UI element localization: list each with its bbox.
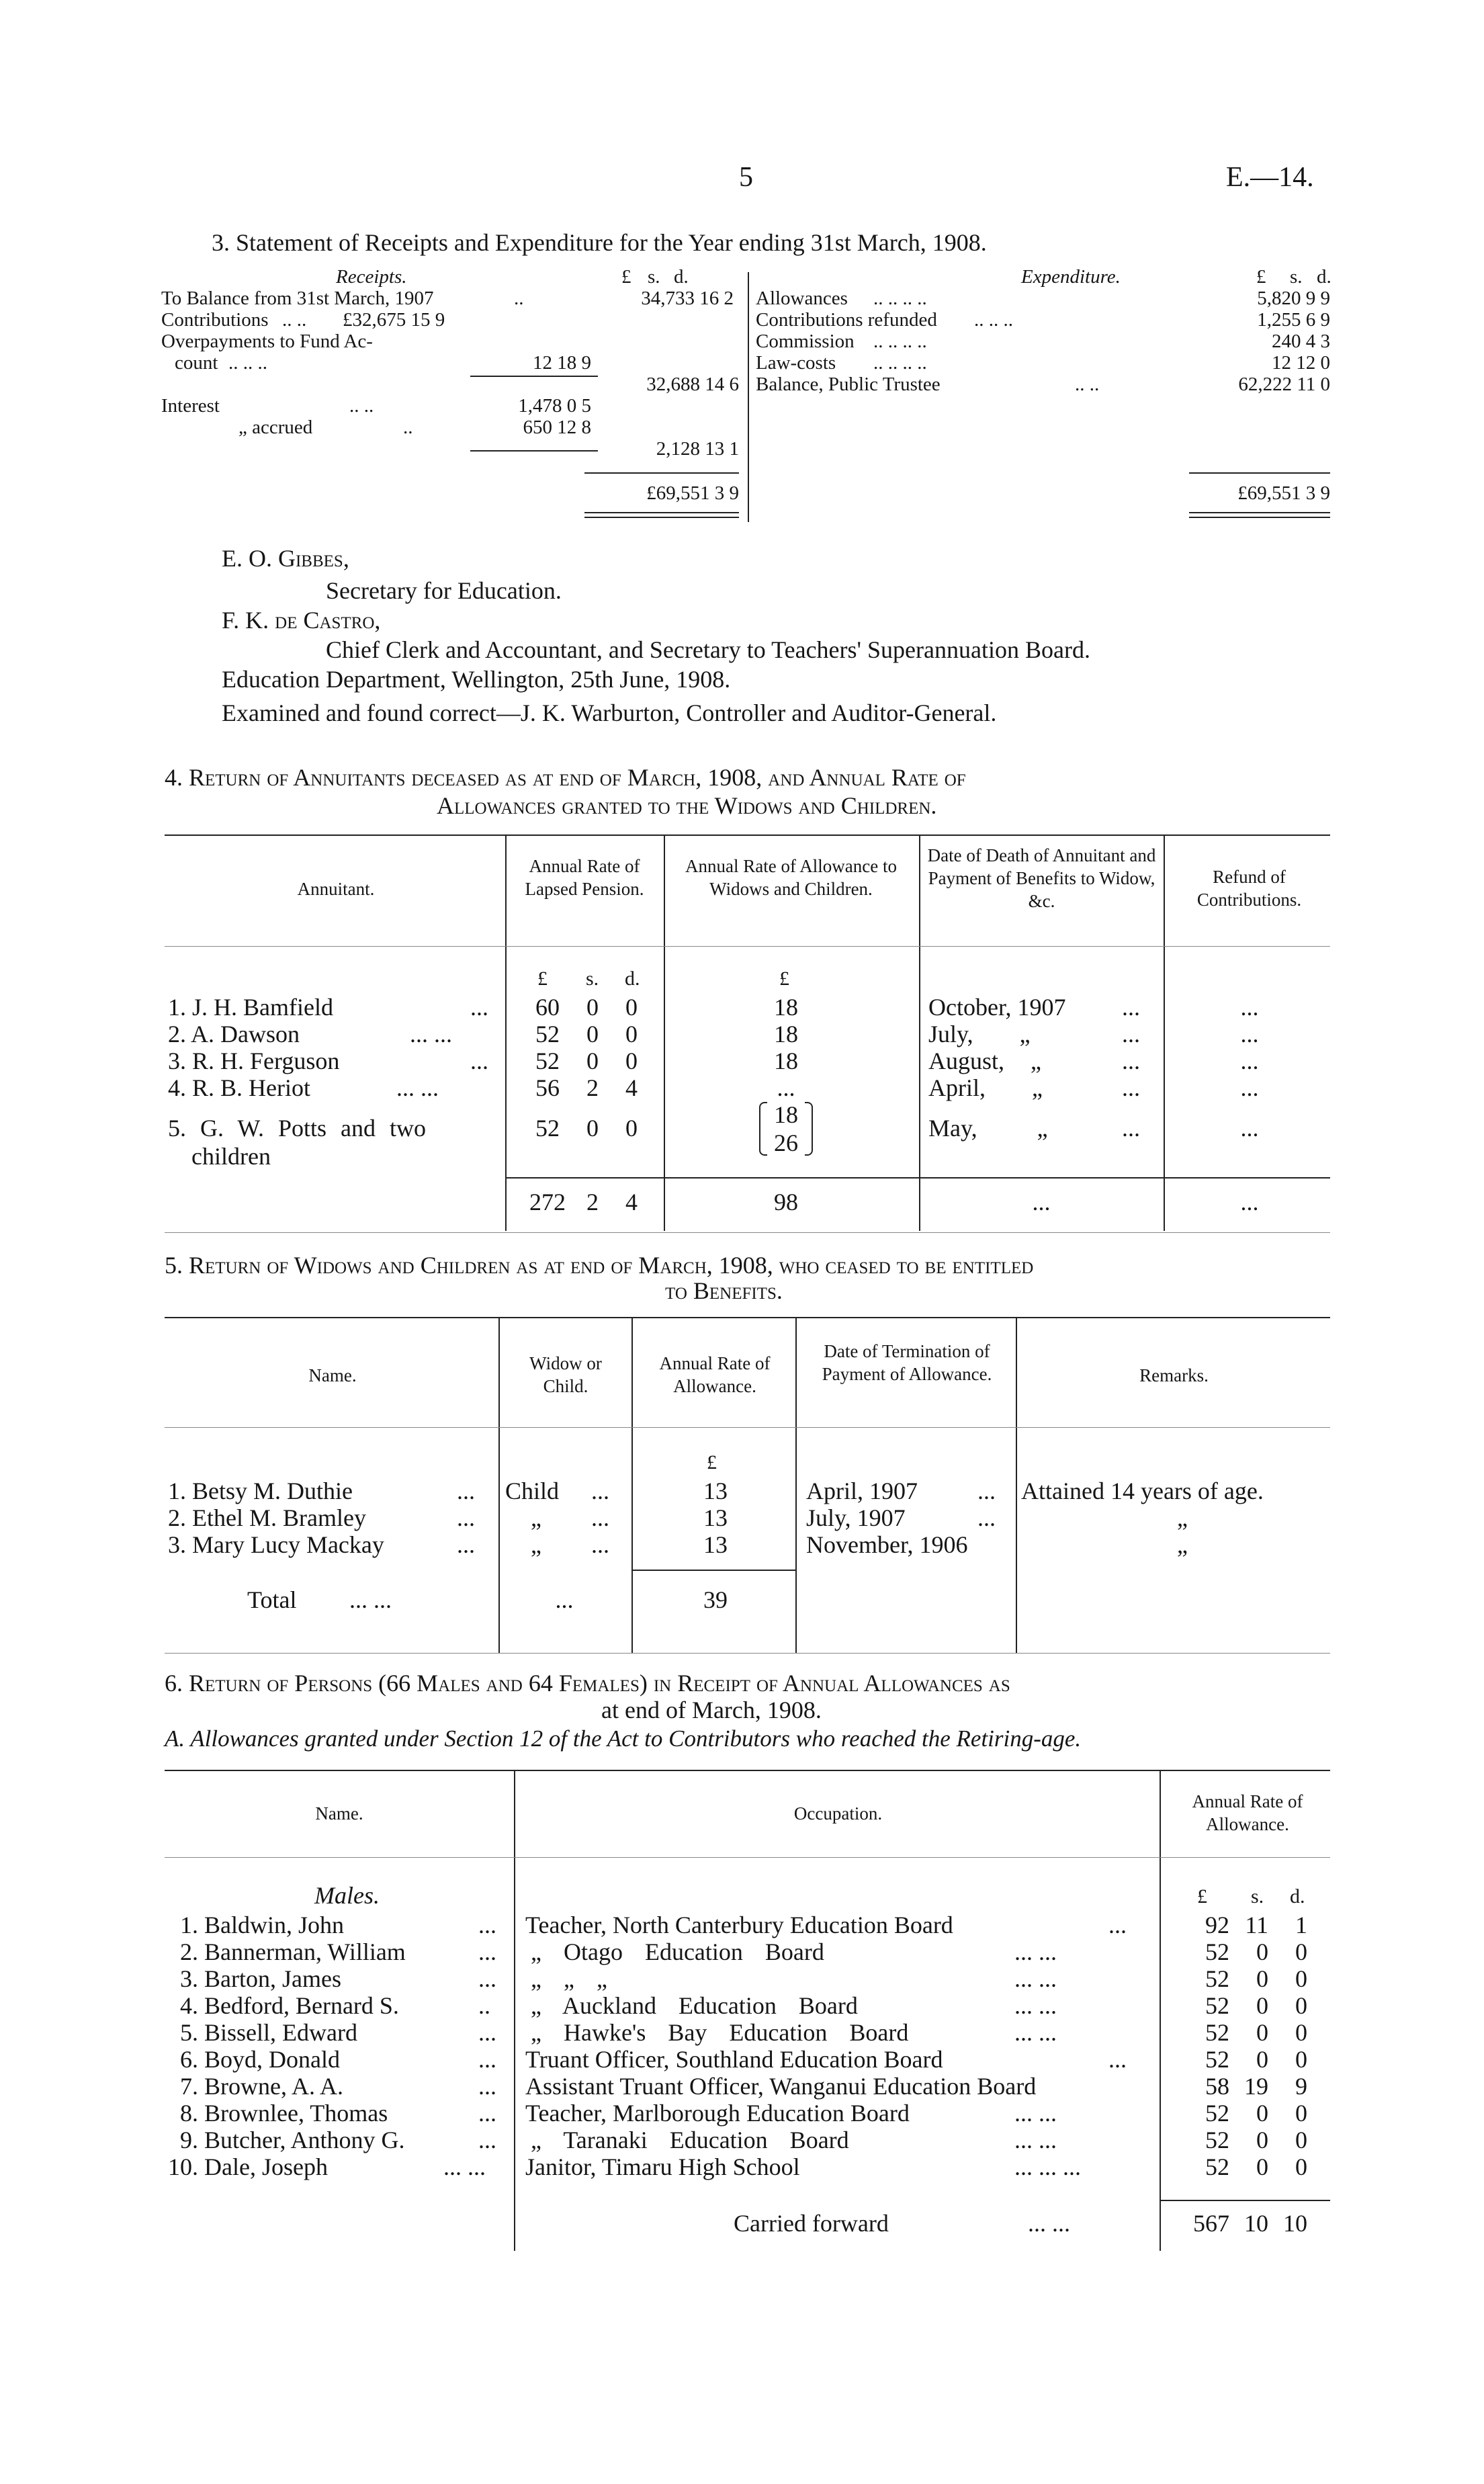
- document-reference: E.—14.: [1226, 162, 1314, 193]
- table6-row-name-dots: ...: [478, 1912, 496, 1938]
- table6-row-occupation: Truant Officer, Southland Education Board: [525, 2046, 943, 2073]
- table4-top-rule: [165, 834, 1330, 836]
- table6-row-name-dots: ...: [478, 2073, 496, 2100]
- table6-row-name-dots: ...: [478, 2019, 496, 2046]
- table6-row-name: 10. Dale, Joseph: [168, 2153, 328, 2180]
- expenditure-item-dots: .. .. ..: [974, 309, 1013, 331]
- table6-row-occupation-dots: ...: [1108, 2046, 1127, 2073]
- table4-total-allowance: 98: [774, 1189, 798, 1215]
- table5-row-remarks: „: [1177, 1531, 1188, 1558]
- table6-row-name-dots: ...: [478, 2100, 496, 2127]
- expenditure-total-double-rule-b: [1189, 517, 1330, 518]
- table5-total-rule: [631, 1570, 795, 1571]
- table5-row-type-dots: ...: [591, 1531, 609, 1558]
- table4-row-shillings: 0: [586, 994, 599, 1021]
- table6-row-pounds: 52: [1205, 2127, 1229, 2153]
- table4-row-shillings: 0: [586, 1115, 599, 1142]
- table4-row-refund: ...: [1240, 1047, 1259, 1074]
- table4-bottom-rule: [165, 1232, 1330, 1233]
- expenditure-item-dots: .. .. .. ..: [873, 352, 927, 374]
- section5-title-line2: to Benefits.: [665, 1277, 783, 1304]
- table4-row-pence: 0: [625, 1021, 638, 1047]
- table6-row-shillings: 0: [1256, 2127, 1268, 2153]
- signature-title-2: Chief Clerk and Accountant, and Secretary to Teachers' Superannuation Board.: [326, 636, 1090, 663]
- table6-row-occupation: Teacher, Marlborough Education Board: [525, 2100, 910, 2127]
- table6-row-pence: 0: [1295, 1938, 1307, 1965]
- section6-title-line1: 6. Return of Persons (66 Males and 64 Females) in Receipt of Annual Allowances as: [165, 1670, 1010, 1697]
- table4-row-refund: ...: [1240, 1021, 1259, 1047]
- table6-row-name-dots: ... ...: [443, 2153, 486, 2180]
- table4-row-shillings: 0: [586, 1047, 599, 1074]
- expenditure-item-label: Contributions refunded: [756, 309, 937, 331]
- table6-row-pounds: 52: [1205, 2046, 1229, 2073]
- table5-row-remarks: Attained 14 years of age.: [1021, 1477, 1264, 1504]
- table6-unit-shilling: s.: [1251, 1885, 1264, 1908]
- table5-total-dots: ... ...: [349, 1586, 392, 1613]
- table6-row-name: 9. Butcher, Anthony G.: [180, 2127, 405, 2153]
- table5-header-date: Date of Termination of Payment of Allowance.: [822, 1341, 992, 1384]
- table6-header-name: Name.: [315, 1803, 363, 1824]
- table4-row-name: 1. J. H. Bamfield: [168, 994, 333, 1021]
- table6-row-occupation: „ Otago Education Board: [531, 1938, 824, 1965]
- table5-header-name: Name.: [308, 1365, 357, 1385]
- table6-header-rule: [165, 1857, 1330, 1858]
- table5-unit-pound: £: [707, 1451, 717, 1473]
- receipt-total: £69,551 3 9: [646, 482, 739, 504]
- table6-carried-label: Carried forward: [734, 2210, 889, 2237]
- table4-row-name: 4. R. B. Heriot: [168, 1074, 310, 1101]
- table4-row-pounds: 60: [535, 994, 560, 1021]
- section5-title-line1: 5. Return of Widows and Children as at end of March, 1908, who ceased to be entitled: [165, 1252, 1034, 1279]
- table4-row-name: 3. R. H. Ferguson: [168, 1047, 340, 1074]
- table4-row-shillings: 0: [586, 1021, 599, 1047]
- table5-total-type: ...: [555, 1586, 574, 1613]
- table6-row-name-dots: ...: [478, 1965, 496, 1992]
- table4-unit-pound: £: [537, 968, 548, 990]
- table4-total-pence: 4: [625, 1189, 638, 1215]
- table4-row-pence: 0: [625, 994, 638, 1021]
- receipt-contributions-amount: £32,675 15 9: [343, 309, 445, 331]
- table5-col-line: [498, 1317, 500, 1653]
- table6-row-shillings: 0: [1256, 2019, 1268, 2046]
- table4-total-pounds: 272: [529, 1189, 566, 1215]
- table4-row-pounds: 52: [535, 1115, 560, 1142]
- table6-row-pounds: 58: [1205, 2073, 1229, 2100]
- table5-row-amount: 13: [703, 1477, 728, 1504]
- table6-row-pounds: 52: [1205, 2153, 1229, 2180]
- section6-subtitle: A. Allowances granted under Section 12 of the Act to Contributors who reached the Retiring-age.: [165, 1725, 1082, 1752]
- table4-total-refund: ...: [1240, 1189, 1259, 1215]
- table5-row-date: November, 1906: [806, 1531, 968, 1558]
- table4-total-shillings: 2: [586, 1189, 599, 1215]
- table4-row-allowance-a: 18: [774, 1101, 798, 1128]
- table6-carried-dots: ... ...: [1028, 2210, 1070, 2237]
- table6-row-shillings: 0: [1256, 2153, 1268, 2180]
- table5-row-date: July, 1907: [806, 1504, 906, 1531]
- table6-row-shillings: 0: [1256, 1992, 1268, 2019]
- expenditure-item-dots: .. ..: [1075, 374, 1100, 395]
- expenditure-item-amount: 12 12 0: [1272, 352, 1330, 374]
- table4-row-dots: ... ...: [410, 1021, 452, 1047]
- table6-row-pence: 0: [1295, 2046, 1307, 2073]
- table4-row-allowance: 18: [774, 1047, 798, 1074]
- table5-row-name: 1. Betsy M. Duthie: [168, 1477, 353, 1504]
- table4-row-dots: ...: [470, 1047, 488, 1074]
- receipts-lsd-pence: d.: [674, 266, 689, 288]
- table5-row-dots: ...: [457, 1504, 475, 1531]
- expenditure-total: £69,551 3 9: [1237, 482, 1330, 504]
- receipt-contributions-dots: .. ..: [282, 309, 307, 331]
- table6-row-occupation-dots: ... ...: [1014, 2100, 1057, 2127]
- table6-row-name-dots: ..: [478, 1992, 490, 2019]
- table4-unit-allowance: £: [779, 968, 789, 990]
- receipt-overpayments-label: Overpayments to Fund Ac-: [161, 331, 373, 352]
- table4-header-allowance: Annual Rate of Allowance to Widows and Children.: [685, 856, 897, 899]
- table4-row-date: April, „: [928, 1074, 1043, 1101]
- table4-header-rule: [165, 946, 1330, 947]
- table6-header-occupation: Occupation.: [793, 1803, 883, 1824]
- table5-row-amount: 13: [703, 1531, 728, 1558]
- table4-row-date-dots: ...: [1122, 1115, 1140, 1142]
- receipt-accrued-label: „ accrued: [238, 417, 313, 438]
- receipt-subtotal1: 32,688 14 6: [646, 374, 739, 395]
- table4-row-refund: ...: [1240, 1074, 1259, 1101]
- table4-row-date-dots: ...: [1122, 1074, 1140, 1101]
- receipts-total-double-rule-b: [584, 517, 739, 518]
- table5-header-rate: Annual Rate of Allowance.: [659, 1353, 771, 1396]
- receipts-heading: Receipts.: [336, 266, 407, 288]
- receipt-overpayments-dots: .. .. ..: [228, 352, 267, 374]
- table4-row-date: July, „: [928, 1021, 1031, 1047]
- receipt-contributions-label: Contributions: [161, 309, 269, 331]
- table6-row-name: 8. Brownlee, Thomas: [180, 2100, 388, 2127]
- table4-row-date-dots: ...: [1122, 994, 1140, 1021]
- expenditure-item-label: Balance, Public Trustee: [756, 374, 941, 395]
- expenditure-item-amount: 5,820 9 9: [1257, 288, 1330, 309]
- table4-col-line: [919, 834, 920, 1231]
- table4-row-name-cont: children: [191, 1143, 271, 1170]
- table5-total-amount: 39: [703, 1586, 728, 1613]
- table4-row-name: 2. A. Dawson: [168, 1021, 300, 1047]
- table6-row-name-dots: ...: [478, 1938, 496, 1965]
- table4-header-date: Date of Death of Annuitant and Payment of Benefits to Widow, &c.: [927, 845, 1156, 911]
- table6-row-pence: 0: [1295, 1965, 1307, 1992]
- table6-row-shillings: 11: [1245, 1912, 1268, 1938]
- table4-row-allowance: ...: [777, 1074, 795, 1101]
- table6-carried-rule: [1160, 2200, 1330, 2201]
- table4-row-pounds: 52: [535, 1021, 560, 1047]
- table6-row-pence: 0: [1295, 2153, 1307, 2180]
- table5-col-line: [795, 1317, 797, 1653]
- place-date: Education Department, Wellington, 25th June, 1908.: [222, 666, 731, 693]
- table6-row-pence: 0: [1295, 1992, 1307, 2019]
- table5-bottom-rule: [165, 1653, 1330, 1654]
- table6-row-pounds: 52: [1205, 1965, 1229, 1992]
- table4-unit-pence: d.: [625, 968, 640, 990]
- table4-row-date-dots: ...: [1122, 1047, 1140, 1074]
- table6-row-name: 7. Browne, A. A.: [180, 2073, 343, 2100]
- expenditure-item-label: Commission: [756, 331, 855, 352]
- table6-row-occupation: Assistant Truant Officer, Wanganui Education Board: [525, 2073, 1037, 2100]
- table4-header-pension: Annual Rate of Lapsed Pension.: [525, 856, 644, 899]
- table4-row-pence: 0: [625, 1115, 638, 1142]
- table4-brace-right: [805, 1102, 813, 1156]
- expenditure-total-double-rule-a: [1189, 512, 1330, 513]
- table5-row-dots: ...: [457, 1477, 475, 1504]
- table6-row-shillings: 0: [1256, 1965, 1268, 1992]
- table4-row-refund: ...: [1240, 1115, 1259, 1142]
- table4-row-allowance-b: 26: [774, 1129, 798, 1156]
- expenditure-item-label: Allowances: [756, 288, 848, 309]
- table6-row-occupation: Janitor, Timaru High School: [525, 2153, 800, 2180]
- table5-col-line: [1016, 1317, 1017, 1653]
- table6-row-name: 1. Baldwin, John: [180, 1912, 345, 1938]
- table5-row-type: Child: [505, 1477, 560, 1504]
- receipts-lsd-pound: £: [621, 266, 631, 288]
- expenditure-item-amount: 62,222 11 0: [1238, 374, 1330, 395]
- receipts-lsd-shilling: s.: [648, 266, 660, 288]
- expenditure-total-rule: [1189, 472, 1330, 474]
- table5-row-date: April, 1907: [806, 1477, 918, 1504]
- table6-row-name: 5. Bissell, Edward: [180, 2019, 357, 2046]
- table4-row-pounds: 56: [535, 1074, 560, 1101]
- receipt-balance-amount: 34,733 16 2: [641, 288, 734, 309]
- table4-row-pence: 4: [625, 1074, 638, 1101]
- receipt-subtotal2: 2,128 13 1: [656, 438, 739, 460]
- expenditure-item-label: Law-costs: [756, 352, 836, 374]
- table6-row-name: 3. Barton, James: [180, 1965, 341, 1992]
- table5-row-date-dots: ...: [977, 1477, 996, 1504]
- table4-header-refund: Refund of Contributions.: [1196, 867, 1302, 910]
- receipt-balance-label: To Balance from 31st March, 1907: [161, 288, 434, 309]
- table4-unit-shilling: s.: [586, 968, 599, 990]
- expenditure-item-amount: 240 4 3: [1272, 331, 1330, 352]
- table6-unit-pound: £: [1197, 1885, 1207, 1908]
- table6-row-pounds: 52: [1205, 2100, 1229, 2127]
- table6-row-pounds: 52: [1205, 1938, 1229, 1965]
- table6-row-name-dots: ...: [478, 2046, 496, 2073]
- table6-carried-shillings: 10: [1244, 2210, 1268, 2237]
- table4-row-allowance: 18: [774, 1021, 798, 1047]
- table4-total-date: ...: [1032, 1189, 1051, 1215]
- table6-row-occupation-dots: ... ...: [1014, 2127, 1057, 2153]
- table5-total-label: Total: [247, 1586, 297, 1613]
- table4-total-rule: [505, 1177, 1330, 1179]
- table4-row-date: October, 1907: [928, 994, 1066, 1021]
- table4-row-date-dots: ...: [1122, 1021, 1140, 1047]
- table5-row-type-dots: ...: [591, 1477, 609, 1504]
- signature-title-1: Secretary for Education.: [326, 577, 562, 604]
- table6-row-pence: 0: [1295, 2019, 1307, 2046]
- table5-header-remarks: Remarks.: [1139, 1365, 1209, 1385]
- table6-row-pounds: 52: [1205, 1992, 1229, 2019]
- expenditure-lsd-shilling: s.: [1290, 266, 1303, 288]
- receipt-overpayments-label2: count: [175, 352, 218, 374]
- section3-divider: [748, 272, 749, 522]
- table6-carried-pence: 10: [1283, 2210, 1307, 2237]
- table4-row-shillings: 2: [586, 1074, 599, 1101]
- table4-row-refund: ...: [1240, 994, 1259, 1021]
- table5-col-line: [631, 1317, 633, 1653]
- table6-row-name: 6. Boyd, Donald: [180, 2046, 340, 2073]
- table6-row-shillings: 19: [1244, 2073, 1268, 2100]
- table6-row-pence: 1: [1295, 1912, 1307, 1938]
- table6-row-pence: 0: [1295, 2127, 1307, 2153]
- table6-row-shillings: 0: [1256, 2100, 1268, 2127]
- receipt-accrued-dots: ..: [403, 417, 413, 438]
- table4-row-pounds: 52: [535, 1047, 560, 1074]
- receipt-accrued-amount: 650 12 8: [523, 417, 591, 438]
- table4-col-line: [1164, 834, 1165, 1231]
- table5-row-date-dots: ...: [977, 1504, 996, 1531]
- table6-row-occupation-dots: ...: [1108, 1912, 1127, 1938]
- table6-top-rule: [165, 1770, 1330, 1771]
- table6-row-occupation-dots: ... ...: [1014, 1992, 1057, 2019]
- examined-statement: Examined and found correct—J. K. Warburton, Controller and Auditor-General.: [222, 699, 997, 726]
- signature-name-1: E. O. Gibbes,: [222, 545, 349, 572]
- table6-row-occupation-dots: ... ...: [1014, 1938, 1057, 1965]
- section6-title-line2: at end of March, 1908.: [601, 1697, 822, 1723]
- table4-row-dots: ...: [470, 994, 488, 1021]
- table4-row-date: August, „: [928, 1047, 1041, 1074]
- table5-row-dots: ...: [457, 1531, 475, 1558]
- table4-header-annuitant: Annuitant.: [297, 879, 375, 899]
- table5-row-remarks: „: [1177, 1504, 1188, 1531]
- table6-row-shillings: 0: [1256, 2046, 1268, 2073]
- table6-carried-pounds: 567: [1193, 2210, 1229, 2237]
- table6-row-pounds: 92: [1205, 1912, 1229, 1938]
- signature-name-2: F. K. de Castro,: [222, 607, 381, 634]
- receipts-total-double-rule-a: [584, 512, 739, 513]
- receipt-interest-amount: 1,478 0 5: [518, 395, 591, 417]
- table5-row-amount: 13: [703, 1504, 728, 1531]
- expenditure-lsd-pence: d.: [1317, 266, 1332, 288]
- table5-row-name: 3. Mary Lucy Mackay: [168, 1531, 384, 1558]
- receipts-total-rule: [584, 472, 739, 474]
- table6-unit-pence: d.: [1290, 1885, 1305, 1908]
- table5-row-name: 2. Ethel M. Bramley: [168, 1504, 366, 1531]
- table6-group-label: Males.: [314, 1882, 380, 1909]
- section3-title-text: 3. Statement of Receipts and Expenditure for the Year ending 31st March, 1908.: [212, 229, 987, 256]
- table6-row-occupation: „ Auckland Education Board: [531, 1992, 858, 2019]
- table5-header-rule: [165, 1427, 1330, 1428]
- receipt-balance-dots: ..: [514, 288, 524, 309]
- table6-row-occupation: Teacher, North Canterbury Education Board: [525, 1912, 953, 1938]
- table6-row-occupation: „ Taranaki Education Board: [531, 2127, 849, 2153]
- expenditure-item-amount: 1,255 6 9: [1257, 309, 1330, 331]
- table6-row-shillings: 0: [1256, 1938, 1268, 1965]
- table5-row-type: „: [531, 1531, 541, 1558]
- section4-title-line2: Allowances granted to the Widows and Children.: [437, 792, 937, 819]
- expenditure-item-dots: .. .. .. ..: [873, 331, 927, 352]
- table6-row-occupation: „ Hawke's Bay Education Board: [531, 2019, 909, 2046]
- page-number: 5: [739, 162, 753, 193]
- section3-title: [212, 228, 987, 257]
- table4-row-allowance: 18: [774, 994, 798, 1021]
- table6-col-line: [514, 1770, 515, 2251]
- table5-top-rule: [165, 1317, 1330, 1318]
- table5-header-type: Widow or Child.: [529, 1353, 602, 1396]
- table6-col-line: [1160, 1770, 1161, 2251]
- expenditure-heading: Expenditure.: [1021, 266, 1121, 288]
- table5-row-type-dots: ...: [591, 1504, 609, 1531]
- receipt-interest-label: Interest: [161, 395, 220, 417]
- table6-row-occupation-dots: ... ...: [1014, 2019, 1057, 2046]
- table6-row-name: 2. Bannerman, William: [180, 1938, 406, 1965]
- table6-row-occupation-dots: ... ... ...: [1014, 2153, 1081, 2180]
- table4-brace-left: [759, 1102, 767, 1156]
- table6-row-name: 4. Bedford, Bernard S.: [180, 1992, 399, 2019]
- expenditure-item-dots: .. .. .. ..: [873, 288, 927, 309]
- receipt-overpayments-amount: 12 18 9: [533, 352, 591, 374]
- table6-header-rate: Annual Rate of Allowance.: [1192, 1791, 1303, 1834]
- table6-row-occupation: „ „ „: [531, 1965, 607, 1992]
- table6-row-pence: 0: [1295, 2100, 1307, 2127]
- table4-row-date: May, „: [928, 1115, 1048, 1142]
- table4-col-line: [505, 834, 507, 1231]
- table6-row-pence: 9: [1295, 2073, 1307, 2100]
- table6-row-occupation-dots: ... ...: [1014, 1965, 1057, 1992]
- table6-row-name-dots: ...: [478, 2127, 496, 2153]
- table4-row-name: 5. G. W. Potts and two: [168, 1115, 427, 1142]
- table6-row-pounds: 52: [1205, 2019, 1229, 2046]
- table4-col-line: [664, 834, 665, 1231]
- section4-title-line1: 4. Return of Annuitants deceased as at end of March, 1908, and Annual Rate of: [165, 764, 966, 791]
- table5-row-type: „: [531, 1504, 541, 1531]
- table4-row-pence: 0: [625, 1047, 638, 1074]
- expenditure-lsd-pound: £: [1256, 266, 1266, 288]
- receipt-interest-dots: .. ..: [349, 395, 374, 417]
- table4-row-dots: ... ...: [396, 1074, 439, 1101]
